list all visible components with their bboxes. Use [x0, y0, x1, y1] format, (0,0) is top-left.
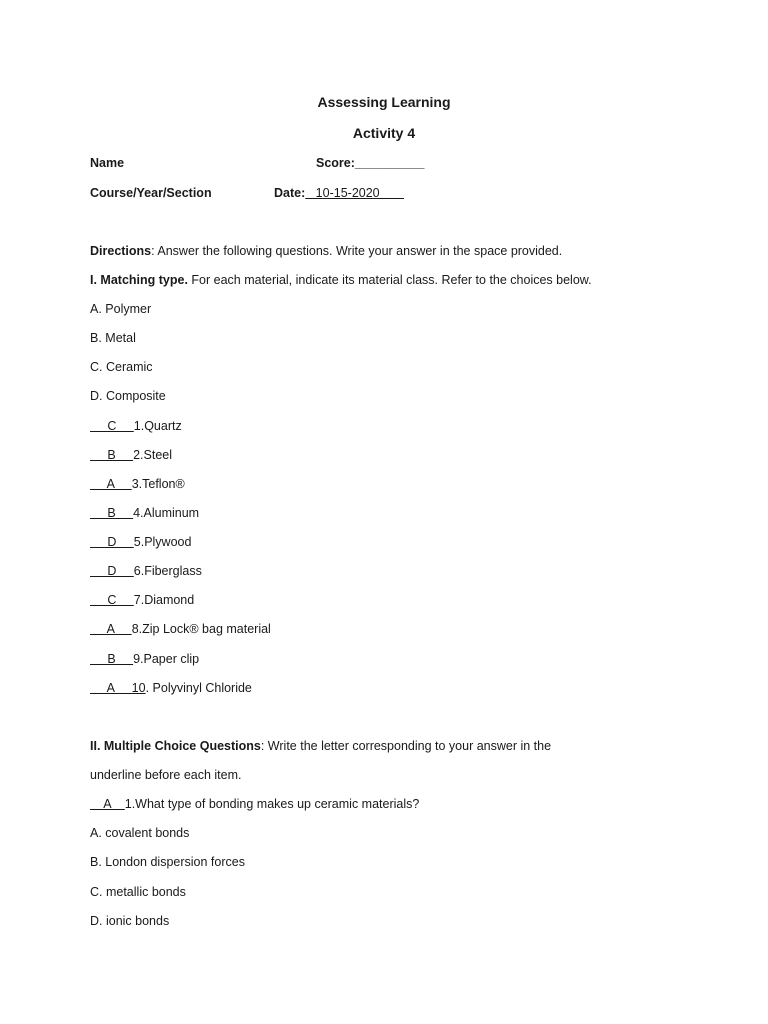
- item-text: 3.Teflon®: [131, 477, 185, 491]
- directions-text: : Answer the following questions. Write your answer in the space provided.: [151, 244, 563, 258]
- answer-blank: B: [90, 506, 134, 520]
- answer-blank: C: [90, 419, 134, 433]
- part2-instructions: [90, 738, 551, 754]
- mc-option-b: B. London dispersion forces: [90, 855, 245, 869]
- answer-blank: B: [90, 652, 134, 666]
- activity-title: Activity 4: [352, 125, 416, 141]
- part2-text-line1: : Write the letter corresponding to your answer in the: [260, 739, 552, 753]
- item-text: 7.Diamond: [133, 593, 195, 607]
- matching-item: [90, 592, 194, 608]
- date-value: 10-15-2020: [305, 186, 404, 200]
- answer-blank: B: [90, 448, 134, 462]
- mc-option-d: D. ionic bonds: [90, 914, 170, 928]
- matching-item: [90, 418, 182, 434]
- answer-blank: D: [90, 564, 134, 578]
- matching-item: [90, 621, 271, 637]
- question-text: 1.What type of bonding makes up ceramic materials?: [124, 797, 420, 811]
- answer-blank: A: [90, 797, 125, 811]
- item-text: . Polyvinyl Chloride: [145, 681, 252, 695]
- matching-item: [90, 476, 185, 492]
- answer-blank: A: [90, 477, 132, 491]
- mc-option-a: A. covalent bonds: [90, 826, 190, 840]
- answer-blank: D: [90, 535, 134, 549]
- score-label: Score:__________: [316, 156, 425, 170]
- item-text: 4.Aluminum: [133, 506, 200, 520]
- choice-a: A. Polymer: [90, 302, 152, 316]
- choice-d: D. Composite: [90, 389, 166, 403]
- matching-item: [90, 447, 172, 463]
- mc-option-c: C. metallic bonds: [90, 885, 186, 899]
- answer-blank: C: [90, 593, 134, 607]
- part2-text-line2: underline before each item.: [90, 768, 242, 782]
- answer-blank: A 10: [90, 681, 146, 695]
- name-label: Name: [90, 156, 125, 170]
- item-text: 5.Plywood: [133, 535, 192, 549]
- item-text: 9.Paper clip: [133, 652, 200, 666]
- part1-instructions: [90, 272, 592, 288]
- matching-item: [90, 651, 199, 667]
- date-label: Date:: [274, 186, 306, 200]
- date-field: [274, 185, 404, 201]
- directions-label: Directions: [90, 244, 152, 258]
- choice-c: C. Ceramic: [90, 360, 153, 374]
- part1-heading: I. Matching type.: [90, 273, 188, 287]
- matching-item: [90, 680, 252, 696]
- item-text: 2.Steel: [133, 448, 172, 462]
- mc-question: [90, 796, 419, 812]
- matching-item: [90, 505, 199, 521]
- item-text: 1.Quartz: [133, 419, 182, 433]
- item-text: 8.Zip Lock® bag material: [131, 622, 271, 636]
- part2-heading: II. Multiple Choice Questions: [90, 739, 261, 753]
- matching-item: [90, 563, 202, 579]
- course-label: Course/Year/Section: [90, 186, 212, 200]
- matching-item: [90, 534, 191, 550]
- answer-blank: A: [90, 622, 132, 636]
- directions: [90, 243, 562, 259]
- document-title: Assessing Learning: [317, 94, 451, 110]
- item-text: 6.Fiberglass: [133, 564, 202, 578]
- choice-b: B. Metal: [90, 331, 136, 345]
- part1-text: For each material, indicate its material class. Refer to the choices below.: [187, 273, 592, 287]
